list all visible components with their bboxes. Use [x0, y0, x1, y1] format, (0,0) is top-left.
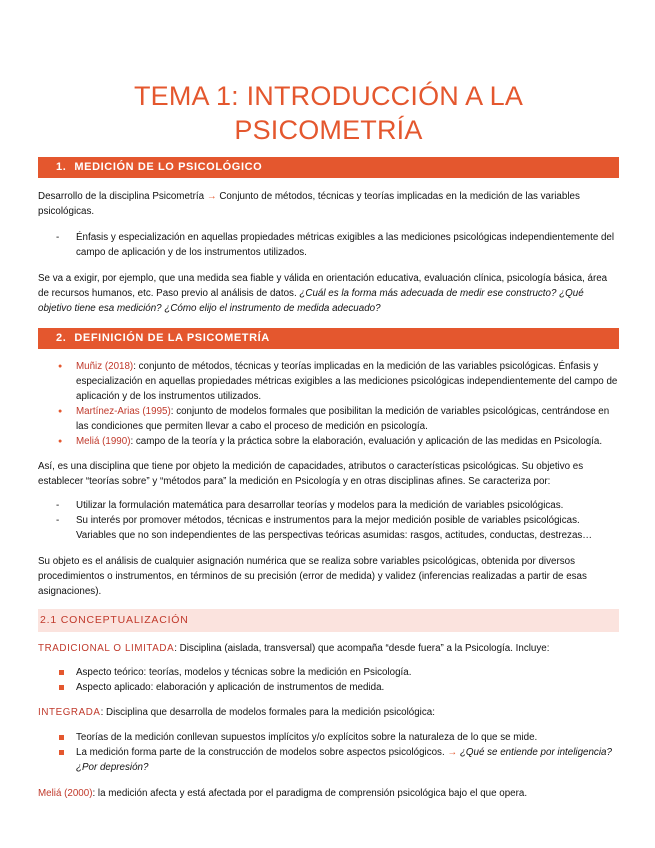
section-1-number: 1. [56, 161, 67, 173]
traditional-label: TRADICIONAL O LIMITADA [38, 643, 175, 654]
integrated-label: INTEGRADA [38, 707, 101, 718]
list-item [38, 745, 619, 775]
characteristics-list [38, 498, 619, 543]
arrow-right-icon: → [206, 191, 217, 202]
list-item [38, 359, 619, 404]
text-span: : campo de la teoría y la práctica sobre la elaboración, evaluación y aplicación de las medidas en Psicología. [130, 436, 603, 447]
section-2-paragraph-2: Su objeto es el análisis de cualquier asignación numérica que se realiza sobre variables psicológicas, obtenida por diversos procedimientos o instrumentos, en términos de su precisión (error de medida) y validez (inferencias realizadas a partir de esas asignaciones). [38, 556, 587, 597]
list-item: - Énfasis y especialización en aquellas propiedades métricas exigibles a las mediciones psicológicas independientemente del campo de aplicación y de los instrumentos utilizados. [38, 230, 619, 260]
definitions-list [38, 359, 619, 449]
section-1-heading [38, 157, 619, 178]
italic-questions: ¿Cuál es la forma más adecuada de medir ese constructo? ¿Qué objetivo tiene esa medición? ¿Cómo elijo el instrumento de medida adecuado? [38, 288, 584, 314]
page-title: TEMA 1: INTRODUCCIÓN A LA PSICOMETRÍA [133, 81, 524, 145]
list-item: - Utilizar la formulación matemática para desarrollar teorías y modelos para la medición de variables psicológicas. [38, 498, 619, 513]
italic-questions: ¿Qué se entiende por inteligencia? ¿Por depresión? [76, 747, 612, 773]
text-span: Se va a exigir, por ejemplo, que una medida sea fiable y válida en orientación educativa, evaluación clínica, psicología básica, área de recursos humanos, etc. Paso previo al análisis de datos. [38, 273, 608, 299]
section-2-heading [38, 328, 619, 349]
list-item [38, 434, 619, 449]
arrow-right-icon: → [447, 747, 458, 758]
melia-paragraph [38, 786, 619, 801]
section-1-paragraph-2 [38, 271, 619, 316]
text-span: : Disciplina (aislada, transversal) que acompaña “desde fuera” a la Psicología. Incluye: [174, 643, 550, 654]
list-item: Aspecto teórico: teorías, modelos y técnicas sobre la medición en Psicología. [38, 665, 619, 680]
section-2-title: DEFINICIÓN DE LA PSICOMETRÍA [74, 332, 270, 344]
list-item: - Su interés por promover métodos, técnicas e instrumentos para la mejor medición posible de variables psicológicas. Variables que no son independientes de las perspectivas teóricas asumidas: rasgos, actitudes, conductas, destrezas… [38, 513, 619, 543]
author-label: Martínez-Arias (1995) [76, 406, 171, 417]
list-item [38, 404, 619, 434]
section-1-paragraph-1 [38, 189, 619, 219]
traditional-list [38, 665, 619, 695]
text-span: : conjunto de modelos formales que posibilitan la medición de variables psicológicas, centrándose en las condiciones que permiten llevar a cabo el proceso de medición en psicología. [76, 406, 610, 432]
section-1-dash-list [38, 230, 619, 260]
integrated-list [38, 730, 619, 775]
subsection-2-1-heading: 2.1 CONCEPTUALIZACIÓN [38, 609, 619, 632]
author-label: Meliá (1990) [76, 436, 131, 447]
section-2-paragraph-1: Así, es una disciplina que tiene por objeto la medición de capacidades, atributos o características psicológicas. Su objetivo es establecer “teorías sobre” y “métodos para” la medición en Psicología y en otras disciplinas afines. Se caracteriza por: [38, 461, 584, 487]
author-label: Meliá (2000) [38, 788, 93, 799]
section-1-title: MEDICIÓN DE LO PSICOLÓGICO [74, 161, 263, 173]
text-span: Conjunto de métodos, técnicas y teorías implicadas en la medición de las variables psicológicas. [38, 191, 580, 217]
list-item: Aspecto aplicado: elaboración y aplicación de instrumentos de medida. [38, 680, 619, 695]
list-item: Teorías de la medición conllevan supuestos implícitos y/o explícitos sobre la naturaleza de lo que se mide. [38, 730, 619, 745]
text-span: : la medición afecta y está afectada por el paradigma de comprensión psicológica bajo el que opera. [92, 788, 528, 799]
author-label: Muñiz (2018) [76, 361, 134, 372]
traditional-paragraph [38, 641, 619, 656]
text-span: : conjunto de métodos, técnicas y teorías implicadas en la medición de las variables psicológicas. Énfasis y especialización en aquellas propiedades métricas exigibles a las mediciones psicológicas independientemente del campo de aplicación y de los instrumentos utilizados. [76, 361, 618, 402]
section-2-number: 2. [56, 332, 67, 344]
text-span: : Disciplina que desarrolla de modelos formales para la medición psicológica: [100, 707, 435, 718]
integrated-paragraph [38, 705, 619, 720]
text-span: Desarrollo de la disciplina Psicometría [38, 191, 205, 202]
text-span: La medición forma parte de la construcción de modelos sobre aspectos psicológicos. [76, 747, 445, 758]
